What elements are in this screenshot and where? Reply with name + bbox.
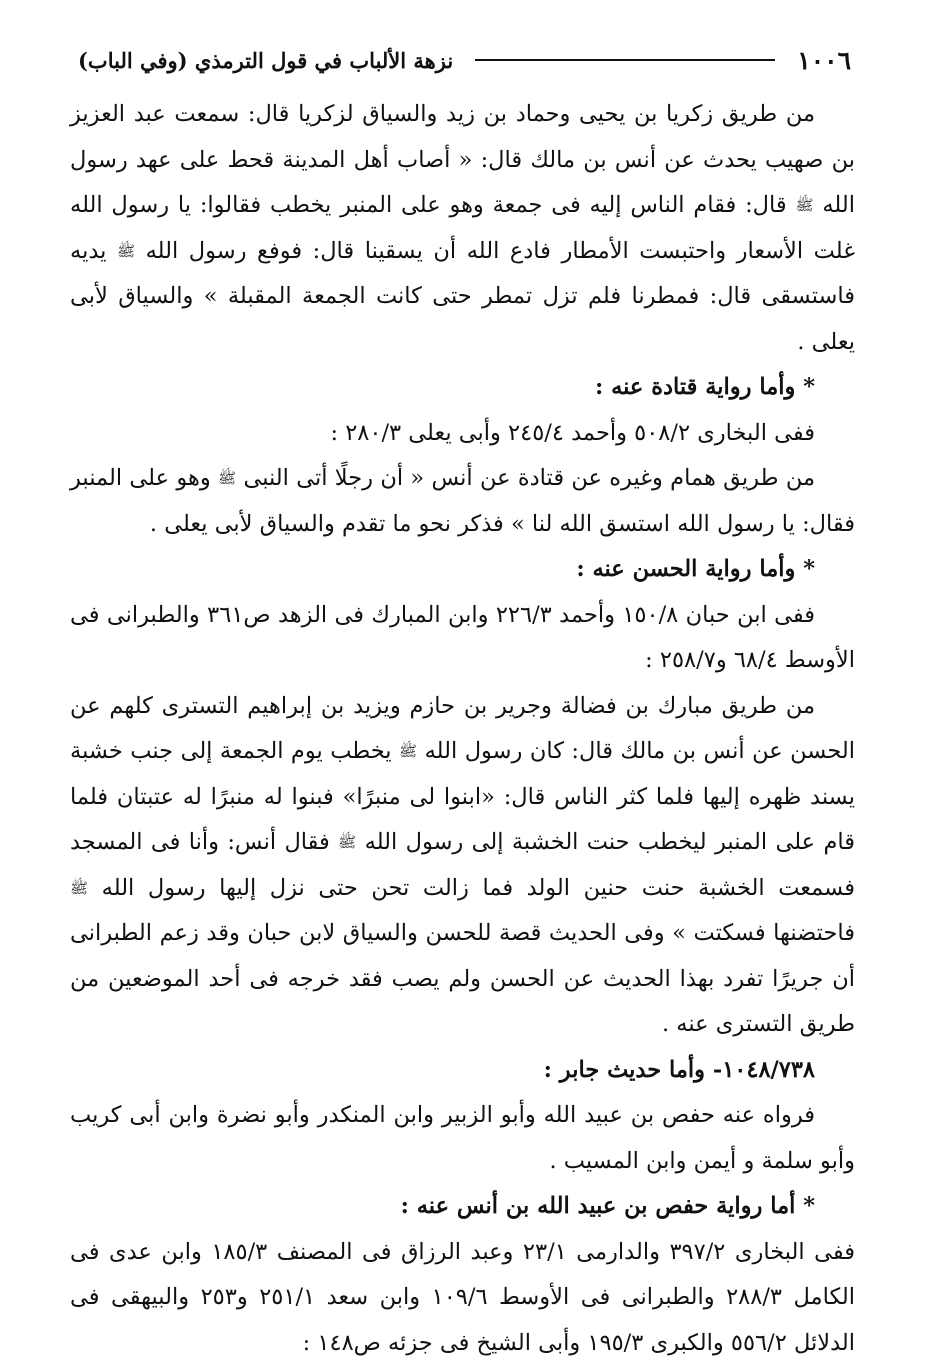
header-rule (475, 59, 775, 61)
page-number: ١٠٠٦ (797, 46, 851, 75)
paragraph-hasan-sources: ففى ابن حبان ١٥٠/٨ وأحمد ٢٢٦/٣ وابن المبارك فى الزهد ص٣٦١ والطبرانى فى الأوسط ٦٨/٤ و٢٥٨/٧ : (70, 593, 855, 684)
paragraph-hafs-sources: ففى البخارى ٣٩٧/٢ والدارمى ٢٣/١ وعبد الرزاق فى المصنف ١٨٥/٣ وابن عدى فى الكامل ٢٨٨/٣ والطبرانى فى الأوسط ١٠٩/٦ وابن سعد ٢٥١/١ و٢٥٣ والبيهقى فى الدلائل ٥٥٦/٢ والكبرى ١٩٥/٣ وأبى الشيخ فى جزئه ص١٤٨ : (70, 1230, 855, 1366)
salawat-ligature: ﷺ (795, 196, 813, 214)
salawat-ligature: ﷺ (338, 833, 356, 851)
salawat-ligature: ﷺ (70, 879, 88, 897)
running-title: نزهة الألباب في قول الترمذي (وفي الباب) (78, 48, 453, 73)
heading-hafs-narration: * أما رواية حفص بن عبيد الله بن أنس عنه : (70, 1184, 855, 1230)
heading-hasan-narration: * وأما رواية الحسن عنه : (70, 547, 855, 593)
paragraph-qatada-isnad: من طريق همام وغيره عن قتادة عن أنس « أن رجلًا أتى النبى ﷺ وهو على المنبر فقال: يا رسول الله استسق الله لنا » فذكر نحو ما تقدم والسياق لأبى يعلى . (70, 456, 855, 547)
paragraph-zakariya-isnad: من طريق زكريا بن يحيى وحماد بن زيد والسياق لزكريا قال: سمعت عبد العزيز بن صهيب يحدث عن أنس بن مالك قال: « أصاب أهل المدينة قحط على عهد رسول الله ﷺ قال: فقام الناس إليه فى جمعة وهو على المنبر يخطب فقالوا: يا رسول الله غلت الأسعار واحتبست الأمطار فادع الله أن يسقينا قال: فوفع رسول الله ﷺ يديه فاستسقى قال: فمطرنا فلم تزل تمطر حتى كانت الجمعة المقبلة » والسياق لأبى يعلى . (70, 92, 855, 365)
heading-qatada-narration: * وأما رواية قتادة عنه : (70, 365, 855, 411)
salawat-ligature: ﷺ (399, 742, 417, 760)
paragraph-jabir-narrators: فرواه عنه حفص بن عبيد الله وأبو الزبير وابن المنكدر وأبو نضرة وابن أبى كريب وأبو سلمة و أيمن وابن المسيب . (70, 1093, 855, 1184)
paragraph-qatada-sources: ففى البخارى ٥٠٨/٢ وأحمد ٢٤٥/٤ وأبى يعلى ٢٨٠/٣ : (70, 411, 855, 457)
heading-jabir-hadith: ١٠٤٨/٧٣٨- وأما حديث جابر : (70, 1048, 855, 1094)
paragraph-hasan-isnad: من طريق مبارك بن فضالة وجرير بن حازم ويزيد بن إبراهيم التسترى كلهم عن الحسن عن أنس بن مالك قال: كان رسول الله ﷺ يخطب يوم الجمعة إلى جنب خشبة يسند ظهره إليها فلما كثر الناس قال: «ابنوا لى منبرًا» فبنوا له منبرًا له عتبتان فلما قام على المنبر ليخطب حنت الخشبة إلى رسول الله ﷺ فقال أنس: وأنا فى المسجد فسمعت الخشبة حنت حنين الولد فما زالت تحن حتى نزل إليها رسول الله ﷺ فاحتضنها فسكتت » وفى الحديث قصة للحسن والسياق لابن حبان وقد زعم الطبرانى أن جريرًا تفرد بهذا الحديث عن الحسن ولم يصب فقد خرجه فى أحد الموضعين من طريق التسترى عنه . (70, 684, 855, 1048)
page-header (78, 40, 851, 80)
salawat-ligature: ﷺ (117, 242, 135, 260)
body-text (70, 92, 855, 1366)
salawat-ligature: ﷺ (218, 469, 236, 487)
